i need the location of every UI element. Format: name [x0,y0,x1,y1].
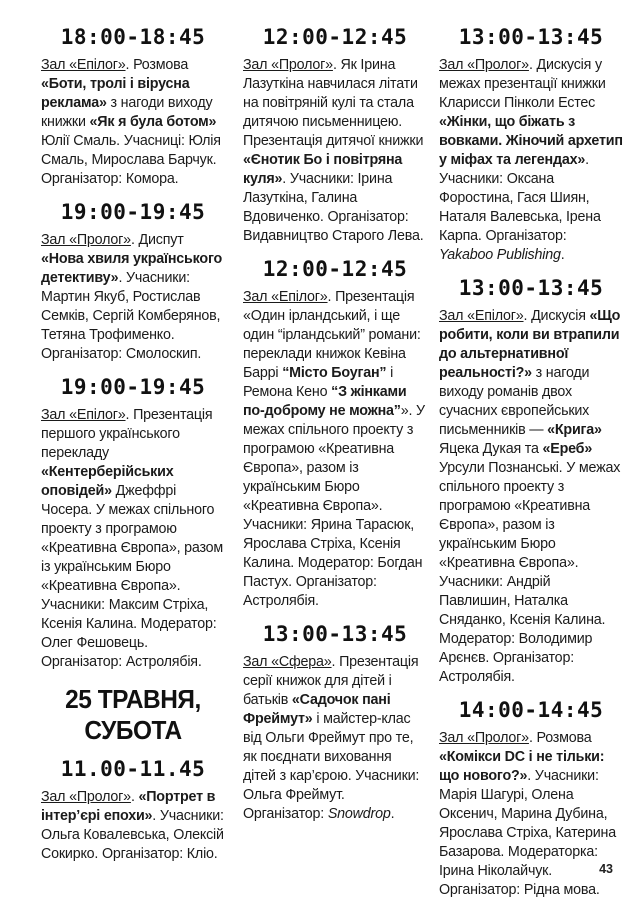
event-text-segment: . Презентація першого українського перекладу [41,407,213,461]
time-heading: 12:00-12:45 [262,257,408,281]
event-text-segment: Джеффрі Чосера. У межах спільного проекту з програмою «Креативна Європа», разом із українським Бюро «Креативна Європа». Учасники: Максим Стріха, Ксенія Калина. Модератор: Олег Фешовець. Організатор: Астролябія. [41,483,224,670]
event-text-segment: «Садочок пані Фреймут» [243,692,391,727]
time-heading: 13:00-13:45 [458,276,604,300]
event-text-segment: «Єнотик Бо і повітряна куля» [243,152,403,187]
venue-name: Зал «Епілог» [41,407,126,423]
event-text-segment: «Комікси DC і не тільки: що нового?» [439,749,605,784]
event-text-segment: . [560,247,565,263]
venue-name: Зал «Пролог» [439,730,529,746]
event-text-segment: «Як я була ботом» [89,114,217,130]
venue-name: Зал «Пролог» [41,789,131,805]
event-text-segment: і Ремона Кено [243,365,394,400]
event-text-segment: . Дискусія [523,308,590,324]
venue-name: Зал «Епілог» [439,308,524,324]
event-text-segment: «Боти, тролі і вірусна реклама» [41,76,190,111]
event-description [439,729,623,900]
event-text-segment: . Як Ірина Лазуткіна навчилася літати на повітряній кулі та стала дитячою письменницею. Презентація дитячої книжки [243,57,424,149]
page-number: 43 [599,862,613,876]
event-description [41,406,225,672]
event-text-segment: Урсули Познанські. У межах спільного проекту з програмою «Креативна Європа», разом із українським Бюро «Креативна Європа». Учасники: Андрій Павлишин, Наталка Сняданко, Ксенія Калина. Модератор: Володимир Арєнєв. Організатор: Астролябія. [439,460,621,685]
event-description [439,56,623,265]
event-text-segment: . Диспут [130,232,184,248]
venue-name: Зал «Сфера» [243,654,332,670]
date-heading-line: СУБОТА [84,715,182,745]
time-heading: 11.00-11.45 [60,757,206,781]
event-text-segment: Яцека Дукая та [439,441,543,457]
event-text-segment: . Учасники: Ірина Лазуткіна, Галина Вдовиченко. Організатор: Видавництво Старого Лева. [243,171,424,244]
event-text-segment: Yakaboo Publishing [439,247,561,263]
time-heading: 13:00-13:45 [262,622,408,646]
event-text-segment: “Місто Боуган” [282,365,387,381]
event-description [439,307,623,687]
time-heading: 19:00-19:45 [60,200,206,224]
event-text-segment: . Учасники: Оксана Форостина, Гася Шиян, Наталя Валевська, Ірена Карпа. Організатор: [439,152,601,244]
event-text-segment: . Дискусія у межах презентації книжки Кларисси Пінколи Естес [439,57,606,111]
venue-name: Зал «Пролог» [41,232,131,248]
event-text-segment: . Розмова [125,57,189,73]
event-text-segment: . Учасники: Ольга Ковалевська, Олексій Сокирко. Організатор: Кліо. [41,808,224,862]
event-text-segment: «Портрет в інтер’єрі епохи» [41,789,216,824]
event-text-segment: «Нова хвиля українського детективу» [41,251,223,286]
date-heading [47,684,220,746]
column-right [439,25,623,901]
event-text-segment: «Що робити, коли ви втрапили до альтернативної реальності?» [439,308,621,381]
venue-name: Зал «Пролог» [243,57,333,73]
event-text-segment: з нагоди виходу книжки [41,95,213,130]
date-heading-line: 25 ТРАВНЯ, [65,684,201,714]
event-description [41,56,225,189]
event-description [243,288,427,611]
event-description [243,56,427,246]
event-text-segment: з нагоди виходу романів двох сучасних європейських письменників — [439,365,590,438]
venue-name: Зал «Пролог» [439,57,529,73]
event-text-segment: «Ереб» [542,441,593,457]
event-text-segment: Snowdrop [327,806,391,822]
event-text-segment: «Кентерберійських оповідей» [41,464,174,499]
event-text-segment: . Розмова [528,730,592,746]
event-text-segment: . [130,789,139,805]
event-text-segment: “З жінками по-доброму не можна” [243,384,407,419]
column-left [41,25,225,865]
time-heading: 14:00-14:45 [458,698,604,722]
time-heading: 13:00-13:45 [458,25,604,49]
event-text-segment: . Учасники: Марія Шагурі, Олена Оксенич, Марина Дубина, Ярослава Стріха, Катерина Базарова. Модераторка: Ірина Ніколайчук. Організатор: Рідна мова. [439,768,616,898]
event-text-segment: Юлії Смаль. Учасниці: Юлія Смаль, Мирослава Барчук. Організатор: Комора. [41,133,221,187]
event-text-segment: . Учасники: Мартин Якуб, Ростислав Семків, Сергій Комберянов, Тетяна Трофименко. Організатор: Смолоскип. [41,270,221,362]
event-text-segment: «Крига» [547,422,602,438]
event-text-segment: . [390,806,395,822]
event-description [243,653,427,824]
time-heading: 18:00-18:45 [60,25,206,49]
event-text-segment: . Презентація «Один ірландський, і ще один “ірландський” романи: переклади книжок Кевіна Баррі [243,289,421,381]
event-description [41,788,225,864]
venue-name: Зал «Епілог» [41,57,126,73]
event-text-segment: . Презентація серії книжок для дітей і батьків [243,654,419,708]
venue-name: Зал «Епілог» [243,289,328,305]
time-heading: 12:00-12:45 [262,25,408,49]
event-text-segment: і майстер-клас від Ольги Фреймут про те, як поєднати виховання дітей з кар’єрою. Учасники: Ольга Фреймут. Організатор: [243,711,420,822]
column-middle [243,25,427,825]
event-description [41,231,225,364]
time-heading: 19:00-19:45 [60,375,206,399]
event-text-segment: ». У межах спільного проекту з програмою «Креативна Європа», разом із українським Бюро «Креативна Європа». Учасники: Ярина Тарасюк, Ярослава Стріха, Ксенія Калина. Модератор: Богдан Пастух. Організатор: Астролябія. [243,403,425,609]
event-text-segment: «Жінки, що біжать з вовками. Жіночий архетип у міфах та легендах» [439,114,623,168]
